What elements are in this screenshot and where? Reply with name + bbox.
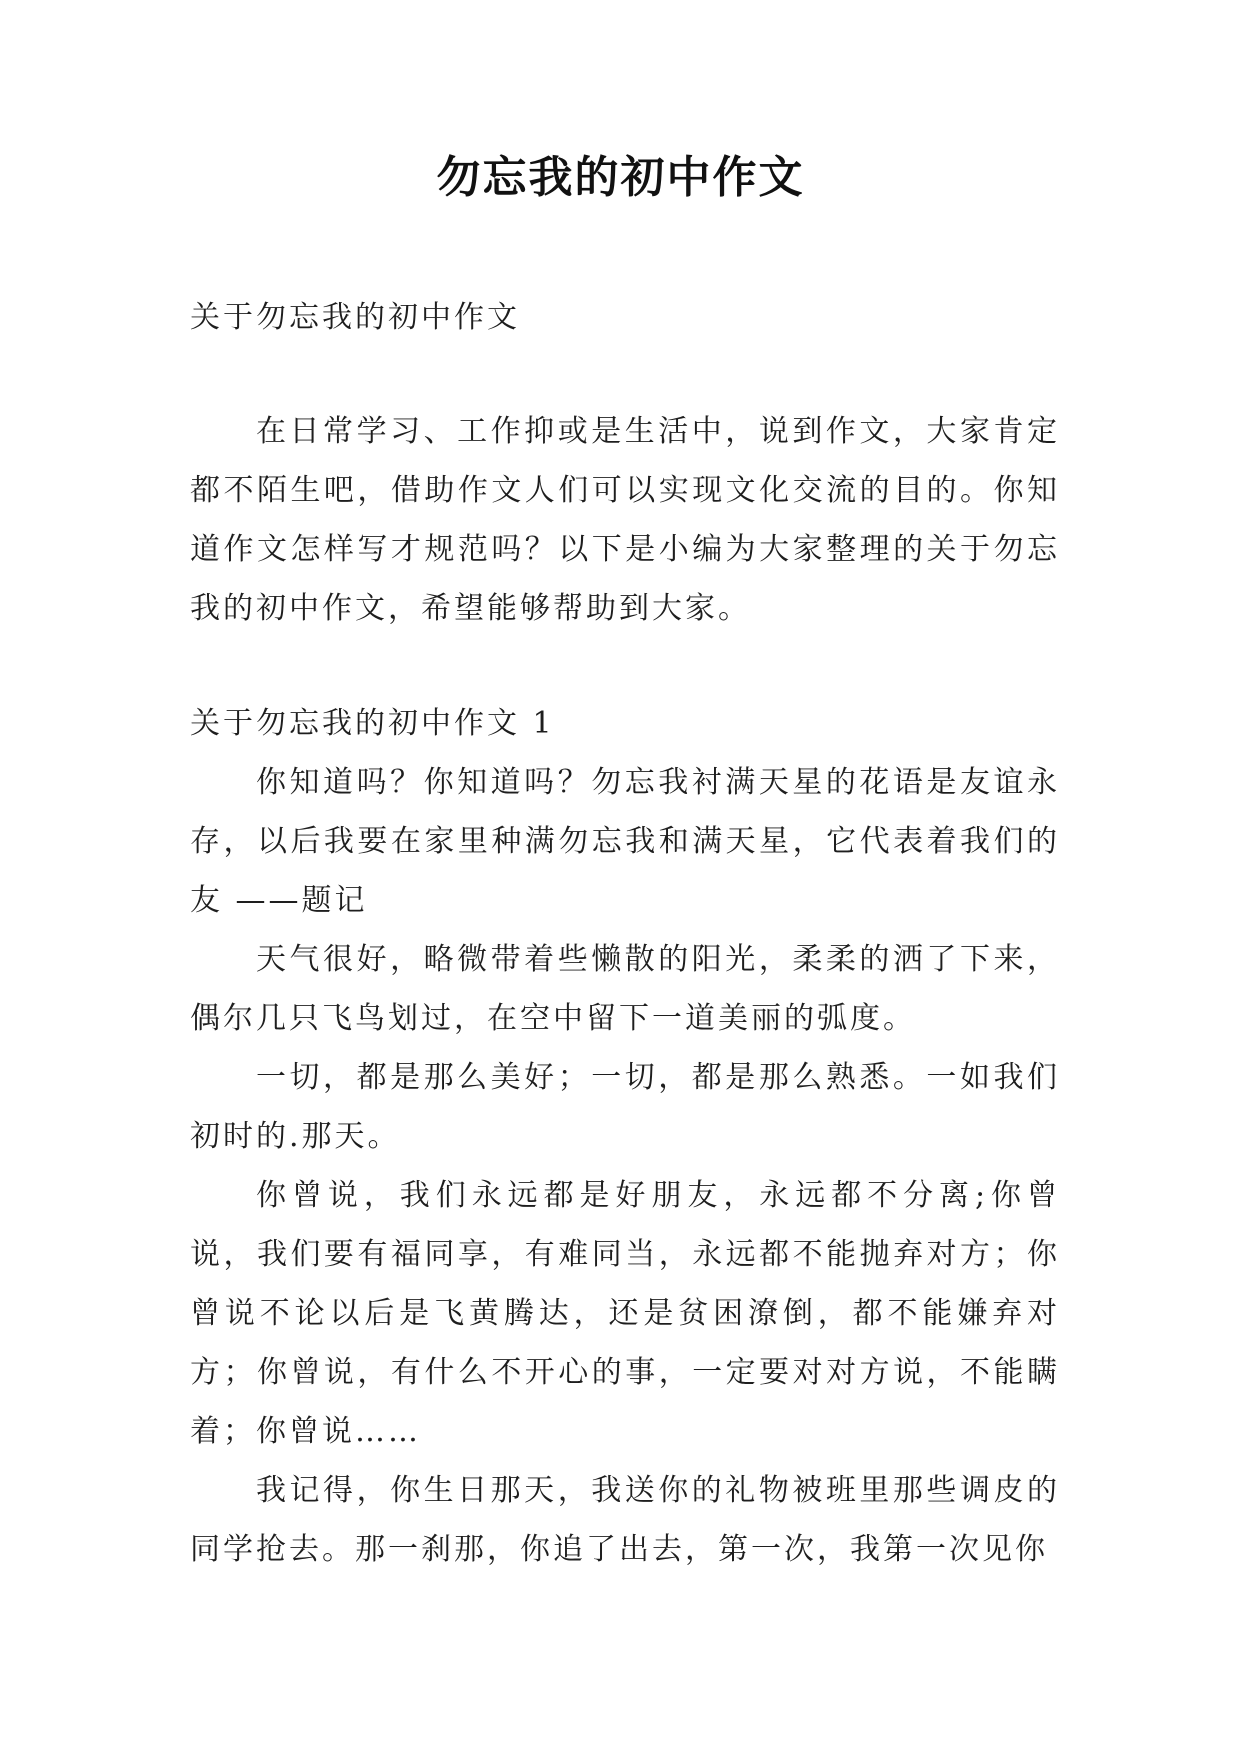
essay-paragraph: 你曾说，我们永远都是好朋友，永远都不分离;你曾说，我们要有福同享，有难同当，永远都不能抛弃对方；你曾说不论以后是飞黄腾达，还是贫困潦倒，都不能嫌弃对方；你曾说，有什么不开心的事，一定要对对方说，不能瞒着；你曾说…… (190, 1178, 1060, 1449)
essay-section (190, 694, 1060, 1579)
intro-section (190, 402, 1060, 638)
document-subtitle: 关于勿忘我的初中作文 (190, 300, 520, 335)
essay-paragraph: 你知道吗？你知道吗？勿忘我衬满天星的花语是友谊永存，以后我要在家里种满勿忘我和满天星，它代表着我们的友 ——题记 (190, 765, 1060, 918)
essay-paragraph: 我记得，你生日那天，我送你的礼物被班里那些调皮的同学抢去。那一刹那，你追了出去，第一次，我第一次见你 (190, 1473, 1060, 1567)
intro-paragraph: 在日常学习、工作抑或是生活中，说到作文，大家肯定都不陌生吧，借助作文人们可以实现文化交流的目的。你知道作文怎样写才规范吗？以下是小编为大家整理的关于勿忘我的初中作文，希望能够帮助到大家。 (190, 414, 1060, 626)
essay-paragraph: 一切，都是那么美好；一切，都是那么熟悉。一如我们初时的.那天。 (190, 1060, 1060, 1154)
essay-paragraph: 天气很好，略微带着些懒散的阳光，柔柔的洒了下来，偶尔几只飞鸟划过，在空中留下一道美丽的弧度。 (190, 942, 1060, 1036)
section-heading: 关于勿忘我的初中作文 1 (190, 706, 555, 741)
document-title: 勿忘我的初中作文 (436, 152, 805, 203)
